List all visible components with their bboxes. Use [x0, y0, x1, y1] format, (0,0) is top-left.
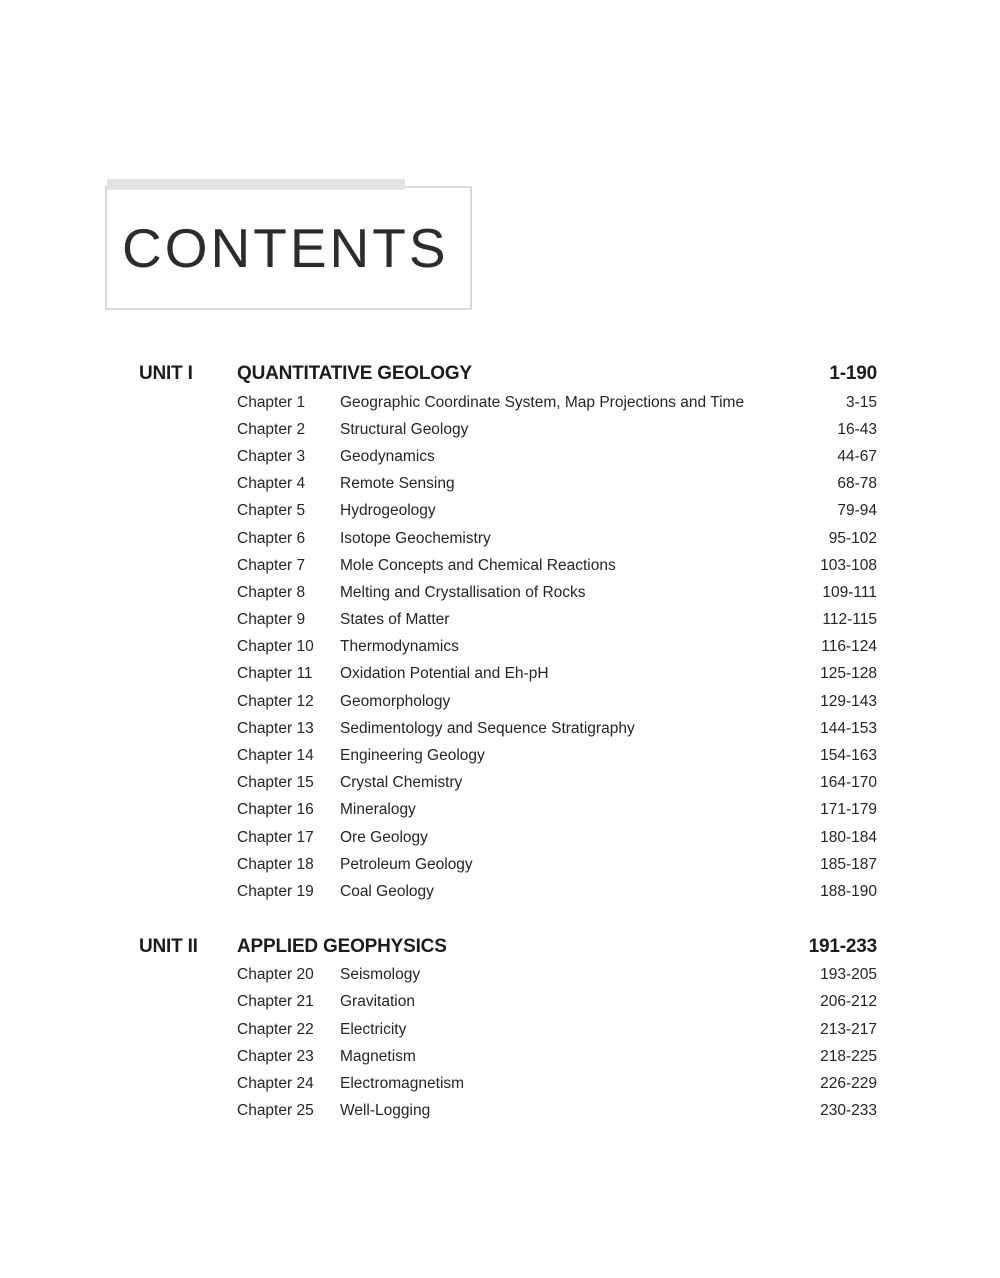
chapter-page-range: 185-187 — [820, 855, 877, 873]
chapter-title: Electricity — [340, 1020, 407, 1038]
chapter-label: Chapter 14 — [237, 747, 314, 765]
chapter-page-range: 193-205 — [820, 966, 877, 984]
chapter-label: Chapter 7 — [237, 556, 306, 574]
chapter-title: Seismology — [340, 966, 421, 984]
chapter-page-range: 230-233 — [820, 1102, 877, 1120]
chapter-title: Geodynamics — [340, 447, 435, 465]
chapter-label: Chapter 15 — [237, 774, 314, 792]
chapter-title: Melting and Crystallisation of Rocks — [340, 583, 586, 601]
chapter-row — [237, 989, 877, 1016]
chapter-row — [237, 742, 877, 769]
chapter-page-range: 125-128 — [820, 665, 877, 683]
chapter-title: Isotope Geochemistry — [340, 529, 491, 547]
title-box — [105, 186, 472, 310]
unit-title: QUANTITATIVE GEOLOGY — [237, 363, 472, 384]
chapter-row — [237, 797, 877, 824]
chapter-page-range: 129-143 — [820, 692, 877, 710]
chapter-row — [237, 715, 877, 742]
unit-heading-row — [139, 932, 877, 962]
chapter-label: Chapter 24 — [237, 1074, 314, 1092]
chapter-row — [237, 770, 877, 797]
chapter-row — [237, 579, 877, 606]
chapter-page-range: 3-15 — [845, 393, 877, 411]
chapter-title: Oxidation Potential and Eh-pH — [340, 665, 549, 683]
chapter-title: States of Matter — [340, 611, 450, 629]
chapter-page-range: 171-179 — [820, 801, 877, 819]
chapter-row — [237, 389, 877, 416]
chapter-label: Chapter 10 — [237, 638, 314, 656]
chapter-title: Gravitation — [340, 993, 415, 1011]
chapter-page-range: 188-190 — [820, 882, 877, 900]
chapter-page-range: 112-115 — [822, 611, 877, 629]
chapter-label: Chapter 18 — [237, 855, 314, 873]
chapter-page-range: 144-153 — [820, 719, 877, 737]
chapter-title: Mole Concepts and Chemical Reactions — [340, 556, 616, 574]
chapter-title: Crystal Chemistry — [340, 774, 463, 792]
title-accent-bar — [107, 179, 405, 190]
chapter-page-range: 109-111 — [822, 583, 877, 601]
chapter-label: Chapter 3 — [237, 447, 306, 465]
chapter-title: Mineralogy — [340, 801, 416, 819]
chapter-row — [237, 552, 877, 579]
chapter-page-range: 44-67 — [837, 447, 877, 465]
chapter-page-range: 68-78 — [837, 475, 877, 493]
chapter-list — [139, 389, 877, 906]
chapter-row — [237, 525, 877, 552]
chapter-row — [237, 824, 877, 851]
chapter-title: Well-Logging — [340, 1102, 431, 1120]
chapter-label: Chapter 20 — [237, 966, 314, 984]
chapter-title: Hydrogeology — [340, 502, 436, 520]
chapter-page-range: 218-225 — [820, 1047, 877, 1065]
chapter-page-range: 16-43 — [837, 420, 877, 438]
chapter-label: Chapter 11 — [237, 665, 313, 683]
chapter-title: Geographic Coordinate System, Map Projections and Time — [340, 393, 745, 411]
chapter-label: Chapter 23 — [237, 1047, 314, 1065]
chapter-page-range: 213-217 — [820, 1020, 877, 1038]
page-title: CONTENTS — [122, 217, 449, 279]
chapter-row — [237, 1098, 877, 1125]
chapter-label: Chapter 6 — [237, 529, 306, 547]
unit-section — [139, 932, 877, 1125]
chapter-row — [237, 688, 877, 715]
chapter-label: Chapter 25 — [237, 1102, 314, 1120]
chapter-row — [237, 416, 877, 443]
chapter-title: Remote Sensing — [340, 475, 455, 493]
unit-heading-row — [139, 359, 877, 389]
chapter-label: Chapter 5 — [237, 502, 306, 520]
unit-title: APPLIED GEOPHYSICS — [237, 935, 447, 957]
chapter-label: Chapter 13 — [237, 719, 314, 737]
chapter-list — [139, 962, 877, 1125]
chapter-title: Coal Geology — [340, 882, 434, 900]
chapter-page-range: 154-163 — [820, 747, 877, 765]
unit-label: UNIT II — [139, 935, 198, 957]
chapter-label: Chapter 12 — [237, 692, 314, 710]
chapter-row — [237, 1070, 877, 1097]
chapter-page-range: 226-229 — [820, 1074, 877, 1092]
chapter-row — [237, 1043, 877, 1070]
chapter-row — [237, 471, 877, 498]
chapter-row — [237, 443, 877, 470]
chapter-label: Chapter 9 — [237, 611, 306, 629]
unit-page-range: 191-233 — [808, 935, 877, 957]
chapter-row — [237, 498, 877, 525]
chapter-title: Electromagnetism — [340, 1074, 465, 1092]
chapter-page-range: 180-184 — [820, 828, 877, 846]
chapter-label: Chapter 21 — [237, 993, 314, 1011]
chapter-page-range: 116-124 — [821, 638, 877, 656]
unit-label: UNIT I — [139, 363, 193, 384]
chapter-label: Chapter 1 — [237, 393, 306, 411]
chapter-page-range: 103-108 — [820, 556, 877, 574]
toc — [139, 359, 877, 1125]
chapter-label: Chapter 19 — [237, 882, 314, 900]
chapter-row — [237, 878, 877, 905]
chapter-row — [237, 607, 877, 634]
chapter-title: Ore Geology — [340, 828, 428, 846]
chapter-label: Chapter 8 — [237, 583, 306, 601]
chapter-title: Engineering Geology — [340, 747, 485, 765]
chapter-title: Petroleum Geology — [340, 855, 473, 873]
chapter-title: Structural Geology — [340, 420, 469, 438]
chapter-row — [237, 634, 877, 661]
chapter-label: Chapter 2 — [237, 420, 306, 438]
chapter-page-range: 79-94 — [837, 502, 877, 520]
chapter-label: Chapter 22 — [237, 1020, 314, 1038]
chapter-label: Chapter 17 — [237, 828, 314, 846]
chapter-title: Geomorphology — [340, 692, 451, 710]
chapter-row — [237, 962, 877, 989]
chapter-page-range: 164-170 — [820, 774, 877, 792]
chapter-row — [237, 1016, 877, 1043]
unit-section — [139, 359, 877, 906]
chapter-page-range: 206-212 — [820, 993, 877, 1011]
chapter-row — [237, 661, 877, 688]
chapter-label: Chapter 4 — [237, 475, 306, 493]
chapter-label: Chapter 16 — [237, 801, 314, 819]
chapter-title: Sedimentology and Sequence Stratigraphy — [340, 719, 635, 737]
chapter-page-range: 95-102 — [828, 529, 877, 547]
chapter-title: Magnetism — [340, 1047, 416, 1065]
unit-page-range: 1-190 — [829, 363, 877, 384]
chapter-row — [237, 851, 877, 878]
chapter-title: Thermodynamics — [340, 638, 459, 656]
